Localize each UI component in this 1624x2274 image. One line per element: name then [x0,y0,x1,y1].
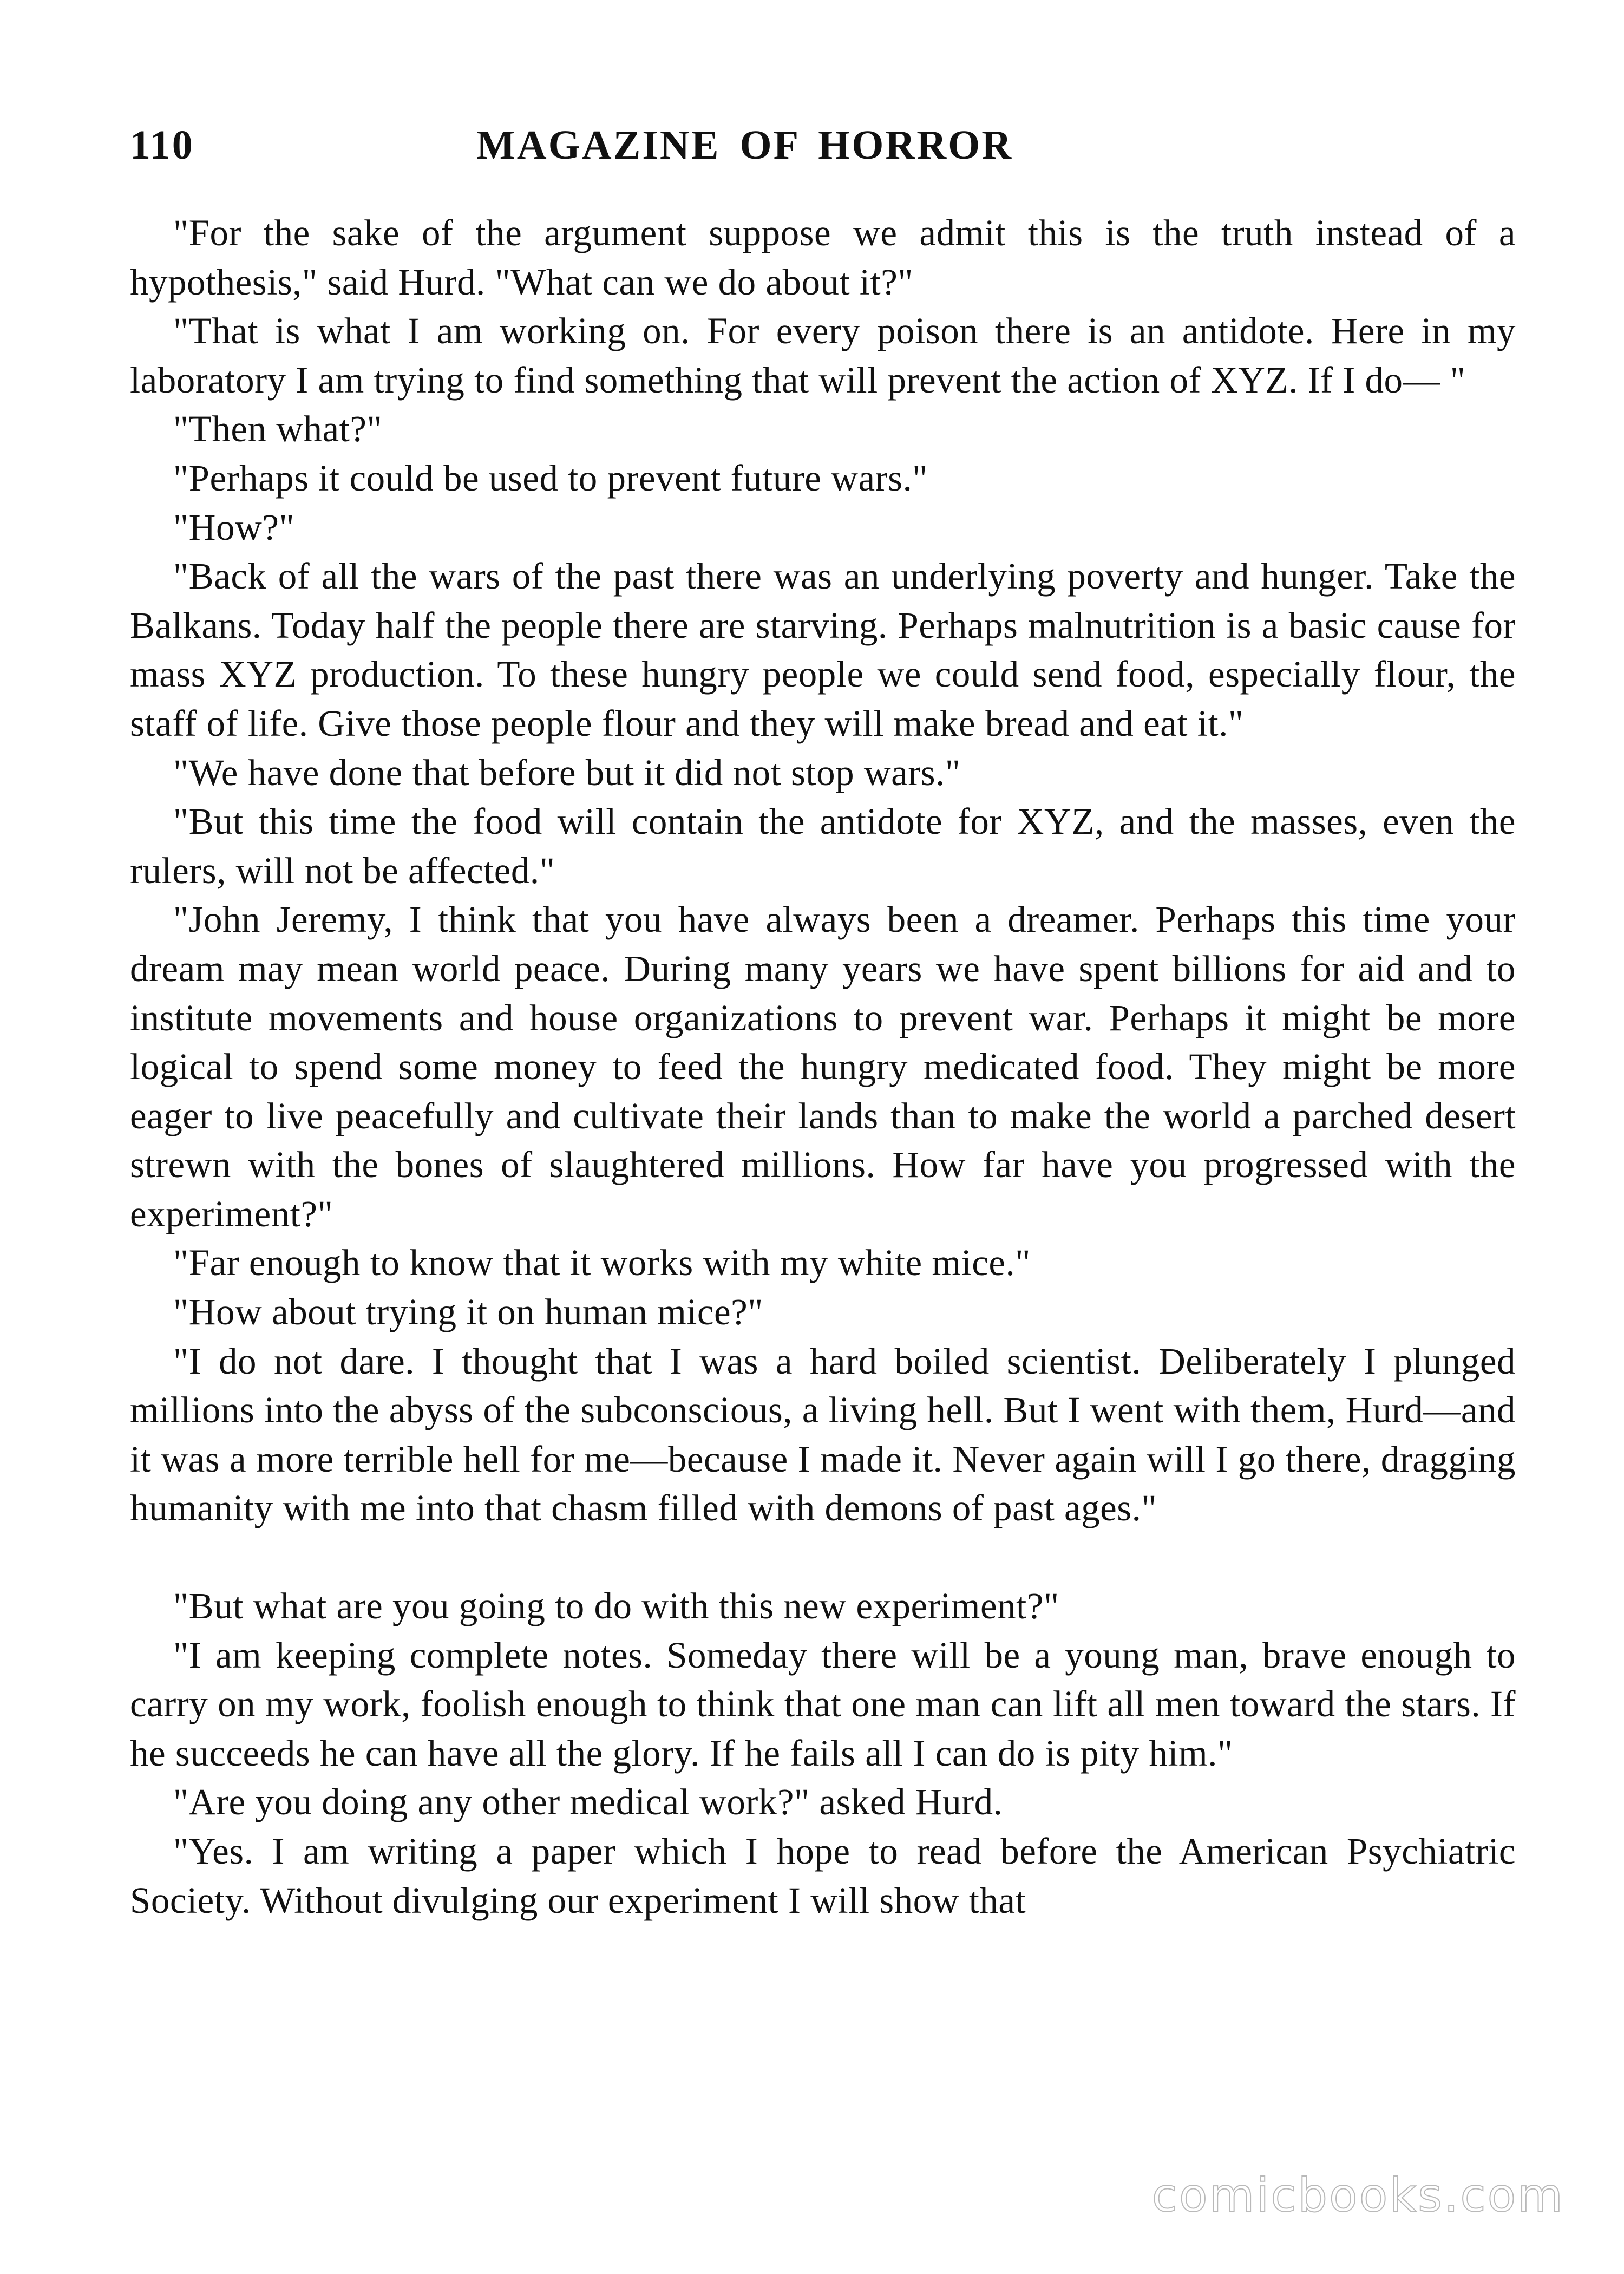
magazine-title: MAGAZINE OF HORROR [476,122,1013,168]
paragraph: "Perhaps it could be used to prevent future wars." [173,457,928,499]
paragraph: "Then what?" [173,408,383,450]
section-break [130,1533,1516,1582]
paragraph: "Far enough to know that it works with my white mice." [173,1242,1031,1284]
paragraph: "I am keeping complete notes. Someday there will be a young man, brave enough to carry on my work, foolish enough to think that one man can lift all men toward the stars. If he succeeds he can have all the glory. If he fails all I can do is pity him." [130,1634,1516,1774]
paragraph: "That is what I am working on. For every poison there is an antidote. Here in my laboratory I am trying to find something that will prevent the action of XYZ. If I do— " [130,310,1516,401]
paragraph: "How?" [173,506,295,548]
paragraph: "Yes. I am writing a paper which I hope to read before the American Psychiatric Society. Without divulging our experiment I will show that [130,1831,1516,1921]
page-number: 110 [130,122,194,168]
paragraph: "Are you doing any other medical work?" asked Hurd. [173,1781,1003,1823]
paragraph: "John Jeremy, I think that you have always been a dreamer. Perhaps this time your dream may mean world peace. During many years we have spent billions for aid and to institute movements and house organizations to prevent war. Perhaps it might be more logical to spend some money to feed the hungry medicated food. They might be more eager to live peacefully and cultivate their lands than to make the world a parched desert strewn with the bones of slaughtered millions. How far have you progressed with the experiment?" [130,899,1516,1234]
site-watermark: comicbooks.com [1151,2168,1564,2223]
paragraph: "I do not dare. I thought that I was a hard boiled scientist. Deliberately I plunged millions into the abyss of the subconscious, a living hell. But I went with them, Hurd—and it was a more terrible hell for me—because I made it. Never again will I go there, dragging humanity with me into that chasm filled with demons of past ages." [130,1340,1516,1529]
paragraph: "We have done that before but it did not stop wars." [173,752,961,793]
paragraph: "But this time the food will contain the antidote for XYZ, and the masses, even the rulers, will not be affected." [130,801,1516,891]
running-head [130,122,1516,187]
paragraph: "For the sake of the argument suppose we admit this is the truth instead of a hypothesis," said Hurd. "What can we do about it?" [130,212,1516,303]
paragraph: "How about trying it on human mice?" [173,1291,763,1333]
story-text [130,208,1516,1925]
paragraph: "Back of all the wars of the past there was an underlying poverty and hunger. Take the Balkans. Today half the people there are starving. Perhaps malnutrition is a basic cause for mass XYZ production. To these hungry people we could send food, especially flour, the staff of life. Give those people flour and they will make bread and eat it." [130,556,1516,744]
paragraph: "But what are you going to do with this new experiment?" [173,1585,1059,1627]
